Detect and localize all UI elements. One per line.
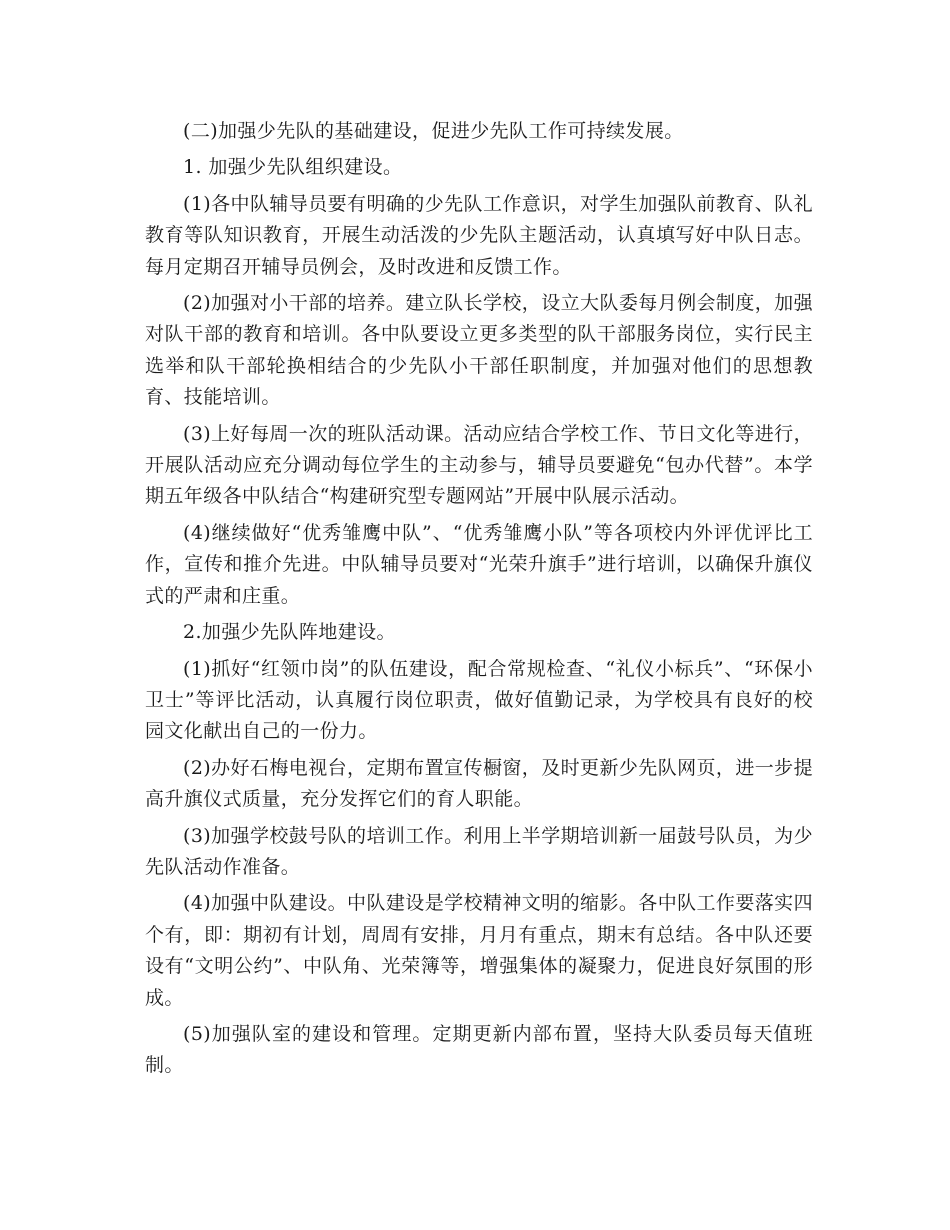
document-body bbox=[145, 116, 813, 1087]
section-heading: (二)加强少先队的基础建设，促进少先队工作可持续发展。 bbox=[183, 120, 684, 142]
paragraph: (2)办好石梅电视台，定期布置宣传橱窗，及时更新少先队网页，进一步提高升旗仪式质量，充分发挥它们的育人职能。 bbox=[145, 756, 813, 811]
paragraph: (4)加强中队建设。中队建设是学校精神文明的缩影。各中队工作要落实四个有，即：期初有计划，周周有安排，月月有重点，期末有总结。各中队还要设有“文明公约”、中队角、光荣簿等，增强集体的凝聚力，促进良好氛围的形成。 bbox=[145, 892, 813, 1009]
paragraph: (3)加强学校鼓号队的培训工作。利用上半学期培训新一届鼓号队员，为少先队活动作准备。 bbox=[145, 824, 813, 878]
paragraph: (2)加强对小干部的培养。建立队长学校，设立大队委每月例会制度，加强对队干部的教育和培训。各中队要设立更多类型的队干部服务岗位，实行民主选举和队干部轮换相结合的少先队小干部任职制度，并加强对他们的思想教育、技能培训。 bbox=[145, 292, 813, 409]
paragraph: (3)上好每周一次的班队活动课。活动应结合学校工作、节日文化等进行，开展队活动应充分调动每位学生的主动参与，辅导员要避免“包办代替”。本学期五年级各中队结合“构建研究型专题网站”开展中队展示活动。 bbox=[145, 422, 813, 508]
paragraph: (4)继续做好“优秀雏鹰中队”、“优秀雏鹰小队”等各项校内外评优评比工作，宣传和推介先进。中队辅导员要对“光荣升旗手”进行培训，以确保升旗仪式的严肃和庄重。 bbox=[145, 521, 813, 607]
paragraph: (1)各中队辅导员要有明确的少先队工作意识，对学生加强队前教育、队礼教育等队知识教育，开展生动活泼的少先队主题活动，认真填写好中队日志。每月定期召开辅导员例会，及时改进和反馈工作。 bbox=[145, 192, 813, 278]
subsection-heading: 1. 加强少先队组织建设。 bbox=[183, 156, 403, 179]
paragraph: (1)抓好“红领巾岗”的队伍建设，配合常规检查、“礼仪小标兵”、“环保小卫士”等评比活动，认真履行岗位职责，做好值勤记录，为学校具有良好的校园文化献出自己的一份力。 bbox=[145, 657, 813, 743]
subsection-heading: 2.加强少先队阵地建设。 bbox=[183, 621, 396, 644]
paragraph: (5)加强队室的建设和管理。定期更新内部布置，坚持大队委员每天值班制。 bbox=[145, 1022, 813, 1077]
